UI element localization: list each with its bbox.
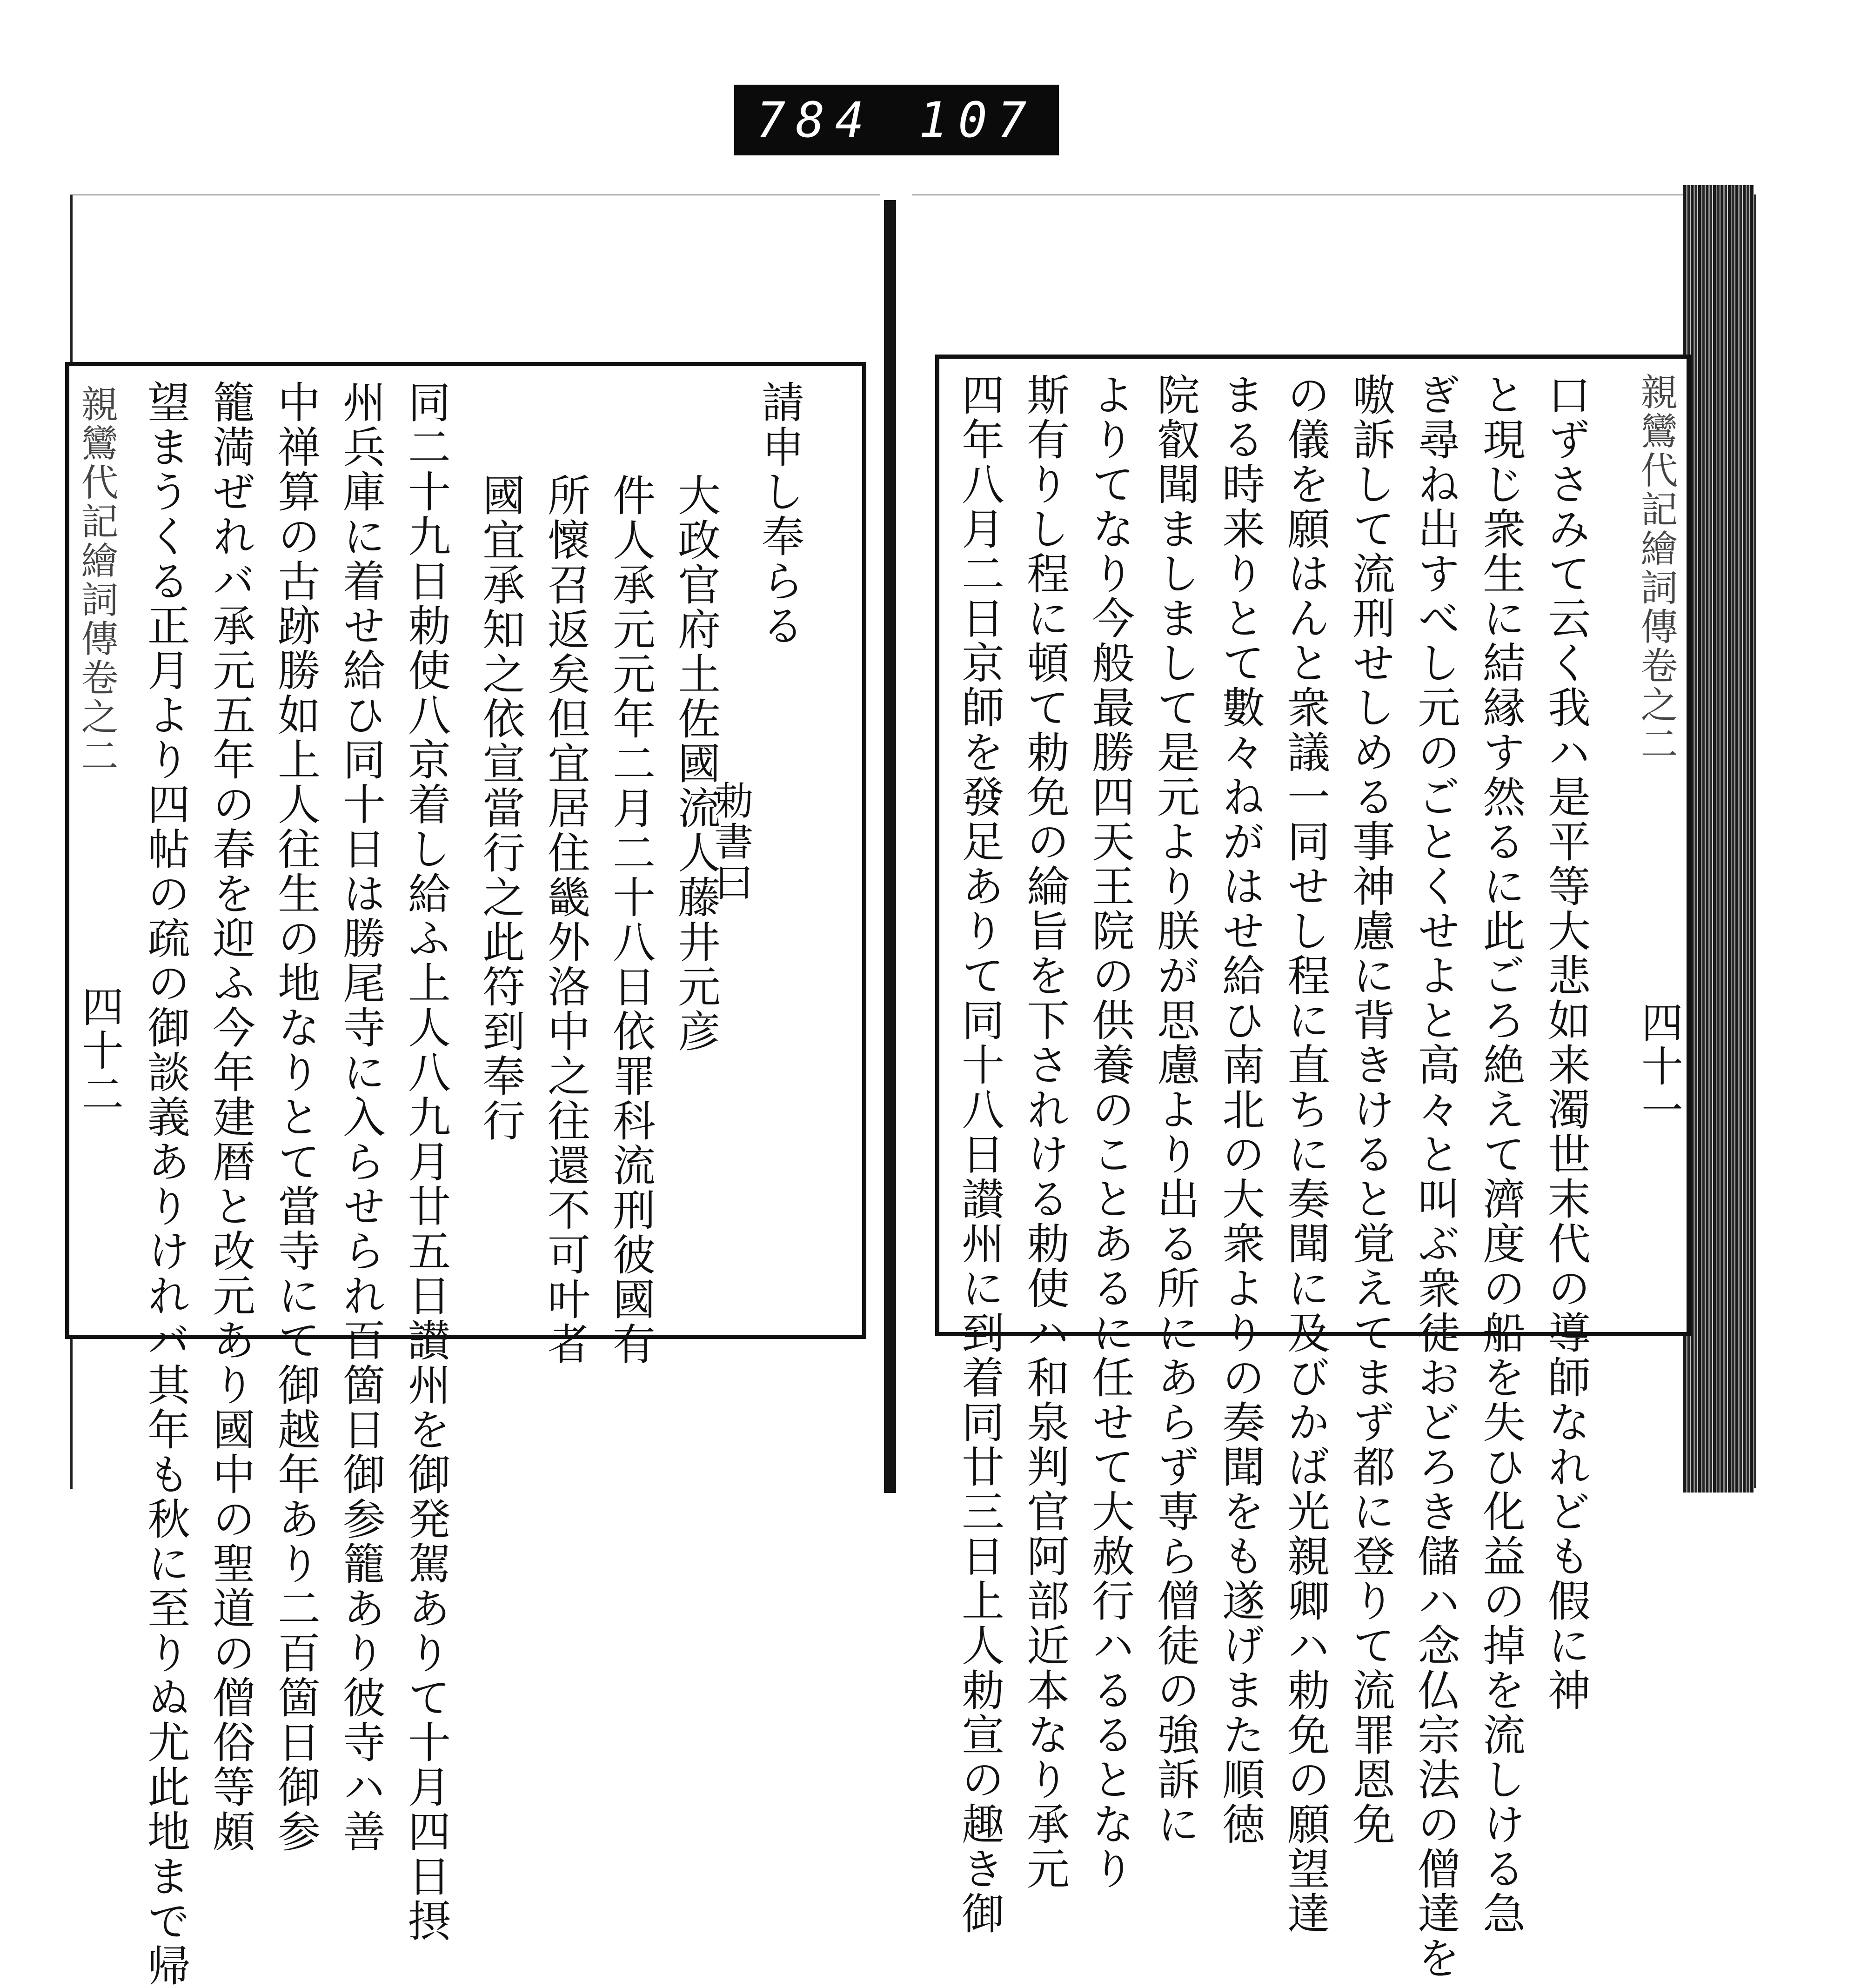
archive-number-right: 107 bbox=[918, 92, 1037, 148]
archive-label bbox=[734, 85, 1059, 155]
left-column-4: 所懷召返矣但宜居住畿外洛中之往還不可叶者 bbox=[541, 473, 590, 1366]
next-page-edge bbox=[1754, 194, 1861, 1488]
left-column-9: 籠満ぜれバ承元五年の春を迎ふ今年建暦と改元あり國中の聖道の僧俗等頗 bbox=[206, 380, 255, 1854]
left-column-6: 同二十九日勅使八京着し給ふ上人八九月廿五日讃州を御発駕ありて十月四日摂 bbox=[401, 380, 451, 1943]
left-column-1: 請申し奉らる bbox=[755, 380, 804, 648]
left-column-7: 州兵庫に着せ給ひ同十日は勝尾寺に入らせられ百箇日御参籠あり彼寺ハ善 bbox=[336, 380, 386, 1854]
right-folio: 四十一 bbox=[1634, 1001, 1683, 1132]
left-column-8: 中禅算の古跡勝如上人往生の地なりとて當寺にて御越年あり二百箇日御参 bbox=[271, 380, 321, 1854]
right-column-2: と現じ衆生に結縁す然るに此ごろ絶えて濟度の船を失ひ化益の掉を流しける急 bbox=[1476, 373, 1526, 1936]
left-heading: 勅書曰 bbox=[708, 780, 754, 903]
right-column-7: 院叡聞ましまして是元より朕が思慮より出る所にあらず専ら僧徒の強訴に bbox=[1150, 373, 1200, 1847]
book-gutter bbox=[884, 200, 896, 1493]
right-column-9: 斯有りし程に頓て勅免の綸旨を下されける勅使ハ和泉判官阿部近本なり承元 bbox=[1020, 373, 1070, 1891]
left-folio: 四十二 bbox=[74, 985, 123, 1116]
right-column-5: の儀を願はんと衆議一同せし程に直ちに奏聞に及びかば光親卿ハ勅免の願望達 bbox=[1280, 373, 1330, 1936]
left-column-10: 望まうくる正月より四帖の疏の御談義ありけれバ其年も秋に至りぬ尤此地まで帰 bbox=[141, 380, 190, 1988]
right-text-frame bbox=[935, 355, 1691, 1981]
page-edges bbox=[1683, 185, 1754, 1493]
left-column-5: 國宜承知之依宣當行之此符到奉行 bbox=[475, 473, 525, 1143]
right-column-6: まる時来りとて數々ねがはせ給ひ南北の大衆よりの奏聞をも遂げまた順徳 bbox=[1215, 373, 1265, 1847]
left-running-title: 親鸞代記繪詞傳卷之二 bbox=[75, 385, 118, 776]
right-running-title: 親鸞代記繪詞傳卷之二 bbox=[1634, 373, 1678, 763]
right-column-10: 四年八月二日京師を發足ありて同十八日讃州に到着同廿三日上人勅宣の趣き御 bbox=[955, 373, 1004, 1936]
right-column-3: ぎ尋ね出すべし元のごとくせよと高々と叫ぶ衆徒おどろき儲ハ念仏宗法の僧達を bbox=[1411, 373, 1460, 1981]
right-column-8: よりてなり今般最勝四天王院の供養のことあるに任せて大赦行ハるるとなり bbox=[1085, 373, 1135, 1891]
left-column-3: 件人承元元年二月二十八日依罪科流刑彼國有 bbox=[606, 473, 656, 1366]
right-column-1: 口ずさみて云く我ハ是平等大悲如来濁世末代の導師なれども假に神 bbox=[1541, 373, 1591, 1713]
left-text-frame bbox=[65, 362, 866, 1988]
archive-number-left: 784 bbox=[756, 92, 875, 148]
right-column-4: 嗷訴して流刑せしめる事神慮に背きけると覚えてまず都に登りて流罪恩免 bbox=[1346, 373, 1395, 1847]
left-column-2: 大政官府土佐國流人藤井元彦 bbox=[671, 473, 721, 1054]
